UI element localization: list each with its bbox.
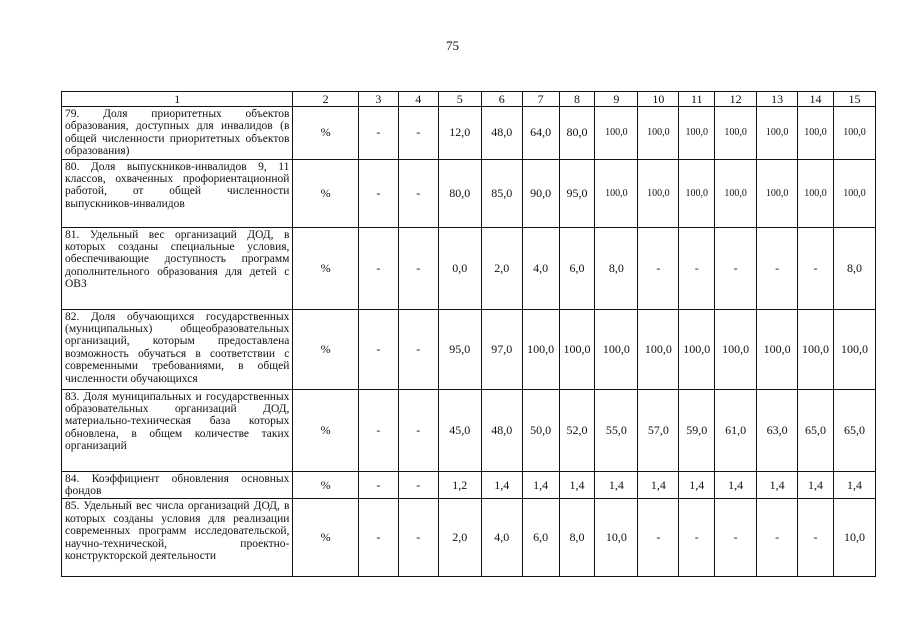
unit-cell: %: [293, 499, 359, 577]
value-cell: 6,0: [522, 499, 559, 577]
unit-cell: %: [293, 159, 359, 227]
table-row: [62, 227, 876, 309]
indicator-name: 82. Доля обучающихся государственных (муниципальных) общеобразовательных организаций, которым предоставлена возможность обучаться в соответствии с современными требованиями, в общей численности обучающихся: [62, 309, 293, 389]
value-cell: 8,0: [595, 227, 638, 309]
value-cell: 100,0: [757, 159, 798, 227]
unit-cell: %: [293, 227, 359, 309]
value-cell: -: [358, 499, 398, 577]
value-cell: 1,4: [715, 471, 757, 499]
value-cell: 61,0: [715, 389, 757, 471]
indicator-name: 81. Удельный вес организаций ДОД, в которых созданы специальные условия, обеспечивающие доступность программ дополнительного образования для детей с ОВЗ: [62, 227, 293, 309]
value-cell: 6,0: [559, 227, 595, 309]
value-cell: 64,0: [522, 107, 559, 160]
value-cell: 100,0: [638, 107, 679, 160]
column-header: 14: [798, 92, 834, 107]
value-cell: 95,0: [559, 159, 595, 227]
value-cell: 65,0: [798, 389, 834, 471]
table-row: [62, 389, 876, 471]
value-cell: 2,0: [438, 499, 481, 577]
value-cell: 10,0: [833, 499, 875, 577]
value-cell: -: [679, 227, 715, 309]
column-header: 9: [595, 92, 638, 107]
value-cell: -: [358, 389, 398, 471]
indicator-name: 79. Доля приоритетных объектов образования, доступных для инвалидов (в общей численности приоритетных объектов образования): [62, 107, 293, 160]
table-row: [62, 471, 876, 499]
value-cell: 1,4: [595, 471, 638, 499]
value-cell: -: [715, 499, 757, 577]
column-header: 1: [62, 92, 293, 107]
value-cell: 50,0: [522, 389, 559, 471]
column-header: 12: [715, 92, 757, 107]
column-header: 3: [358, 92, 398, 107]
value-cell: 8,0: [833, 227, 875, 309]
indicator-name: 84. Коэффициент обновления основных фондов: [62, 471, 293, 499]
header-row: [62, 92, 876, 107]
value-cell: 57,0: [638, 389, 679, 471]
value-cell: 80,0: [438, 159, 481, 227]
value-cell: 2,0: [481, 227, 522, 309]
value-cell: 80,0: [559, 107, 595, 160]
value-cell: 1,2: [438, 471, 481, 499]
unit-cell: %: [293, 107, 359, 160]
value-cell: -: [358, 227, 398, 309]
column-header: 5: [438, 92, 481, 107]
column-header: 13: [757, 92, 798, 107]
column-header: 8: [559, 92, 595, 107]
value-cell: 1,4: [833, 471, 875, 499]
value-cell: 45,0: [438, 389, 481, 471]
column-header: 7: [522, 92, 559, 107]
value-cell: -: [757, 227, 798, 309]
value-cell: 100,0: [638, 159, 679, 227]
value-cell: -: [638, 227, 679, 309]
value-cell: 63,0: [757, 389, 798, 471]
value-cell: 48,0: [481, 389, 522, 471]
value-cell: 52,0: [559, 389, 595, 471]
value-cell: -: [398, 159, 438, 227]
value-cell: 100,0: [595, 107, 638, 160]
column-header: 2: [293, 92, 359, 107]
value-cell: 100,0: [833, 159, 875, 227]
page-number: 75: [446, 38, 459, 53]
value-cell: 1,4: [798, 471, 834, 499]
value-cell: -: [398, 471, 438, 499]
value-cell: -: [398, 389, 438, 471]
value-cell: 100,0: [679, 309, 715, 389]
value-cell: 97,0: [481, 309, 522, 389]
indicator-name: 85. Удельный вес числа организаций ДОД, в которых созданы условия для реализации современных программ исследовательской, научно-технической, проектно-конструкторской деятельности: [62, 499, 293, 577]
unit-cell: %: [293, 471, 359, 499]
value-cell: -: [398, 499, 438, 577]
value-cell: -: [398, 309, 438, 389]
indicators-table: [61, 91, 876, 577]
table-row: [62, 309, 876, 389]
value-cell: -: [679, 499, 715, 577]
value-cell: 85,0: [481, 159, 522, 227]
table-row: [62, 107, 876, 160]
value-cell: 0,0: [438, 227, 481, 309]
value-cell: 48,0: [481, 107, 522, 160]
value-cell: 55,0: [595, 389, 638, 471]
value-cell: 1,4: [481, 471, 522, 499]
value-cell: 100,0: [595, 309, 638, 389]
value-cell: 1,4: [757, 471, 798, 499]
value-cell: -: [638, 499, 679, 577]
value-cell: -: [798, 499, 834, 577]
column-header: 4: [398, 92, 438, 107]
column-header: 6: [481, 92, 522, 107]
value-cell: 65,0: [833, 389, 875, 471]
value-cell: -: [358, 159, 398, 227]
value-cell: -: [715, 227, 757, 309]
value-cell: 100,0: [559, 309, 595, 389]
value-cell: -: [358, 471, 398, 499]
value-cell: 100,0: [798, 159, 834, 227]
value-cell: 100,0: [595, 159, 638, 227]
value-cell: -: [358, 107, 398, 160]
value-cell: 1,4: [522, 471, 559, 499]
value-cell: 100,0: [833, 309, 875, 389]
value-cell: 90,0: [522, 159, 559, 227]
value-cell: 100,0: [679, 159, 715, 227]
unit-cell: %: [293, 309, 359, 389]
value-cell: 10,0: [595, 499, 638, 577]
value-cell: 4,0: [522, 227, 559, 309]
value-cell: 100,0: [798, 309, 834, 389]
column-header: 11: [679, 92, 715, 107]
indicator-name: 80. Доля выпускников-инвалидов 9, 11 классов, охваченных профориентационной работой, от общей численности выпускников-инвалидов: [62, 159, 293, 227]
value-cell: 12,0: [438, 107, 481, 160]
value-cell: 95,0: [438, 309, 481, 389]
value-cell: 100,0: [522, 309, 559, 389]
value-cell: 1,4: [559, 471, 595, 499]
value-cell: -: [757, 499, 798, 577]
table-row: [62, 159, 876, 227]
value-cell: 100,0: [757, 107, 798, 160]
value-cell: 8,0: [559, 499, 595, 577]
value-cell: 1,4: [638, 471, 679, 499]
value-cell: -: [398, 227, 438, 309]
value-cell: 100,0: [715, 309, 757, 389]
value-cell: -: [398, 107, 438, 160]
value-cell: 100,0: [715, 159, 757, 227]
value-cell: -: [798, 227, 834, 309]
value-cell: 100,0: [679, 107, 715, 160]
value-cell: 100,0: [833, 107, 875, 160]
column-header: 10: [638, 92, 679, 107]
column-header: 15: [833, 92, 875, 107]
value-cell: 100,0: [638, 309, 679, 389]
value-cell: -: [358, 309, 398, 389]
value-cell: 100,0: [715, 107, 757, 160]
indicator-name: 83. Доля муниципальных и государственных образовательных организаций ДОД, материально-техническая база которых обновлена, в общем количестве таких организаций: [62, 389, 293, 471]
table-row: [62, 499, 876, 577]
value-cell: 100,0: [798, 107, 834, 160]
value-cell: 4,0: [481, 499, 522, 577]
value-cell: 1,4: [679, 471, 715, 499]
unit-cell: %: [293, 389, 359, 471]
value-cell: 100,0: [757, 309, 798, 389]
value-cell: 59,0: [679, 389, 715, 471]
